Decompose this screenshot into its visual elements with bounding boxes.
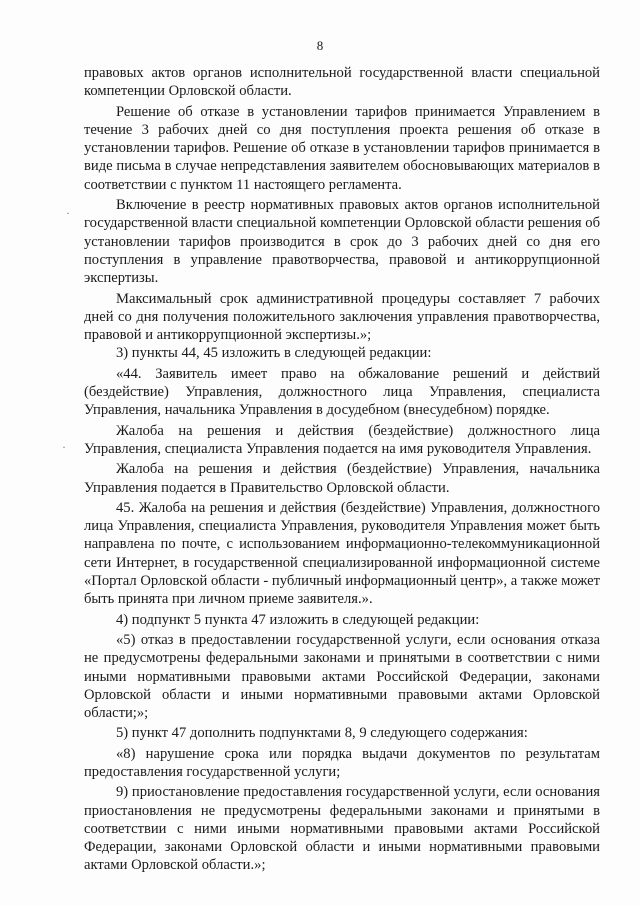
paragraph: «8) нарушение срока или порядка выдачи документов по результатам предоставления государственной услуги;	[84, 745, 600, 780]
paragraph: «5) отказ в предоставлении государственной услуги, если основания отказа не предусмотрены федеральными законами и принятыми в соответствии с ними иными нормативными правовыми актами Российской Федерации, законами Орловской области и иными нормативными правовыми актами Орловской области;»;	[84, 631, 600, 722]
paragraph: Решение об отказе в установлении тарифов принимается Управлением в течение 3 рабочих дней со дня поступления проекта решения об отказе в установлении тарифов. Решение об отказе в установлении тарифов принимается в виде письма в случае непредставления заявителем обосновывающих материалов в соответствии с пунктом 11 настоящего регламента.	[84, 103, 600, 193]
paragraph: Жалоба на решения и действия (бездействие) должностного лица Управления, специалиста Управления подается на имя руководителя Управления.	[84, 422, 600, 457]
paragraph: правовых актов органов исполнительной государственной власти специальной компетенции Орловской области.	[84, 65, 600, 100]
paragraph: 9) приостановление предоставления государственной услуги, если основания приостановления не предусмотрены федеральными законами и принятыми в соответствии с ними иными нормативными правовыми актами Российской Федерации, законами Орловской области и иными нормативными правовыми актами Орловской области.»;	[84, 784, 600, 874]
scan-speck: ·	[66, 206, 70, 220]
paragraph: 3) пункты 44, 45 изложить в следующей редакции:	[116, 345, 432, 362]
paragraph: 45. Жалоба на решения и действия (бездействие) Управления, должностного лица Управления, специалиста Управления, руководителя Управления может быть направлена по почте, с использованием информационно-телекоммуникационной сети Интернет, в государственной специализированной информационной системе «Портал Орловской области - публичный информационный центр», а также может быть принята при личном приеме заявителя.».	[84, 499, 600, 608]
paragraph: Включение в реестр нормативных правовых актов органов исполнительной государственной власти специальной компетенции Орловской области решения об установлении тарифов производится в срок до 3 рабочих дней со дня его поступления в управление правотворчества, правовой и антикоррупционной экспертизы.	[84, 197, 600, 287]
paragraph: 5) пункт 47 дополнить подпунктами 8, 9 следующего содержания:	[116, 725, 528, 742]
page-number: 8	[316, 38, 324, 53]
paragraph: Жалоба на решения и действия (бездействие) Управления, начальника Управления подается в Правительство Орловской области.	[84, 461, 600, 496]
paragraph: 4) подпункт 5 пункта 47 изложить в следующей редакции:	[116, 611, 480, 628]
paragraph: Максимальный срок административной процедуры составляет 7 рабочих дней со дня получения положительного заключения управления правотворчества, правовой и антикоррупционной экспертизы.»;	[84, 290, 600, 344]
scan-speck: ·	[62, 440, 66, 454]
document-body	[84, 64, 600, 875]
paragraph: «44. Заявитель имеет право на обжалование решений и действий (бездействие) Управления, должностного лица Управления, специалиста Управления, начальника Управления в досудебном (внесудебном) порядке.	[84, 365, 600, 419]
